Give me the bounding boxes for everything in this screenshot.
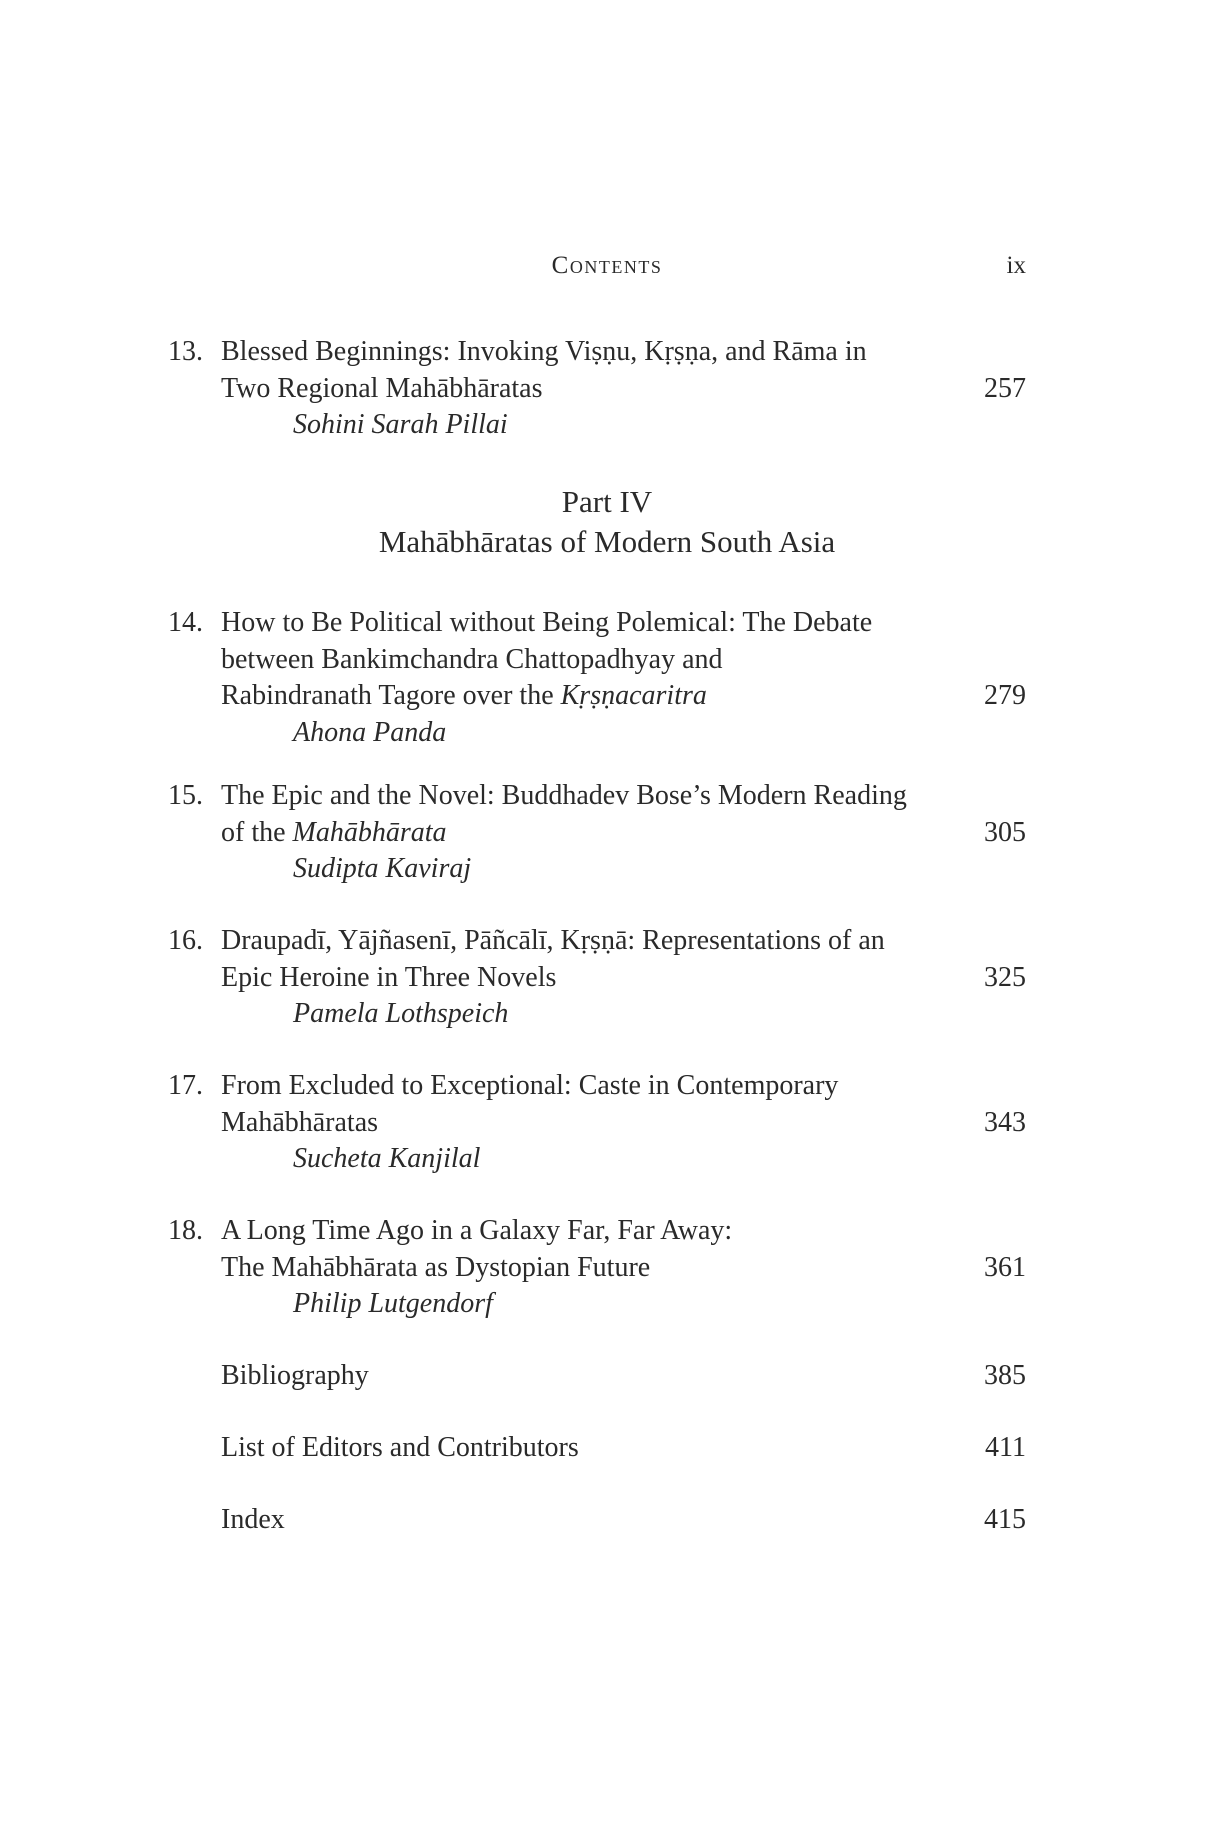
chapter-title — [221, 1068, 961, 1178]
chapter-number: 17. — [168, 1070, 203, 1101]
chapter-author: Sucheta Kanjilal — [293, 1143, 481, 1174]
chapter-title — [221, 605, 961, 751]
chapter-title — [221, 923, 961, 1033]
chapter-author: Philip Lutgendorf — [293, 1288, 493, 1319]
chapter-number: 15. — [168, 780, 203, 811]
title-line: Epic Heroine in Three Novels — [221, 961, 557, 993]
chapter-title — [221, 778, 961, 888]
toc-entry-bibliography[interactable] — [221, 1358, 1026, 1394]
page-number: 257 — [984, 372, 1026, 404]
page-number: 343 — [984, 1106, 1026, 1138]
chapter-title — [221, 334, 961, 444]
title-line: Mahābhāratas — [221, 1106, 379, 1138]
title-line: How to Be Political without Being Polemical: The Debate — [221, 607, 873, 638]
entry-title: List of Editors and Contributors — [221, 1432, 579, 1463]
chapter-author: Ahona Panda — [293, 716, 447, 748]
page-number: 325 — [984, 961, 1026, 993]
title-line — [221, 678, 961, 715]
toc-entry-contributors[interactable] — [221, 1430, 1026, 1466]
chapter-title — [221, 1213, 961, 1323]
title-line: Blessed Beginnings: Invoking Viṣṇu, Kṛṣṇa, and Rāma in — [221, 336, 867, 367]
title-line: The Mahābhārata as Dystopian Future — [221, 1251, 651, 1283]
part-title: Mahābhāratas of Modern South Asia — [378, 524, 836, 559]
title-italic: Mahābhārata — [292, 816, 447, 848]
page-number: 415 — [984, 1504, 1026, 1535]
chapter-number: 13. — [168, 336, 203, 367]
toc-entry-index[interactable] — [221, 1502, 1026, 1538]
page-number: 385 — [984, 1360, 1026, 1391]
page-number: 411 — [985, 1432, 1026, 1463]
part-heading — [0, 482, 1214, 562]
chapter-author: Sudipta Kaviraj — [293, 853, 472, 884]
title-line — [221, 815, 961, 852]
part-label: Part IV — [561, 484, 653, 519]
page-number: 305 — [984, 816, 1026, 848]
chapter-author: Sohini Sarah Pillai — [293, 409, 508, 440]
title-text: of the — [221, 816, 293, 848]
title-line: Draupadī, Yājñasenī, Pāñcālī, Kṛṣṇā: Representations of an — [221, 925, 885, 956]
running-head — [0, 252, 1214, 292]
running-title: Contents — [551, 252, 663, 279]
chapter-author: Pamela Lothspeich — [293, 998, 509, 1029]
title-line: between Bankimchandra Chattopadhyay and — [221, 643, 723, 675]
title-italic: Kṛṣṇacaritra — [560, 680, 707, 711]
chapter-number: 14. — [168, 607, 203, 638]
chapter-number: 18. — [168, 1215, 203, 1246]
entry-title: Index — [221, 1504, 285, 1535]
title-line: A Long Time Ago in a Galaxy Far, Far Away: — [221, 1215, 733, 1246]
title-line: Two Regional Mahābhāratas — [221, 372, 543, 404]
page-folio: ix — [1006, 252, 1026, 279]
title-line: The Epic and the Novel: Buddhadev Bose’s Modern Reading — [221, 780, 907, 811]
chapter-number: 16. — [168, 925, 203, 956]
entry-title: Bibliography — [221, 1360, 369, 1391]
title-line: From Excluded to Exceptional: Caste in Contemporary — [221, 1070, 839, 1101]
page-number: 361 — [984, 1251, 1026, 1283]
title-text: Rabindranath Tagore over the — [221, 680, 561, 711]
page-number: 279 — [984, 680, 1026, 711]
